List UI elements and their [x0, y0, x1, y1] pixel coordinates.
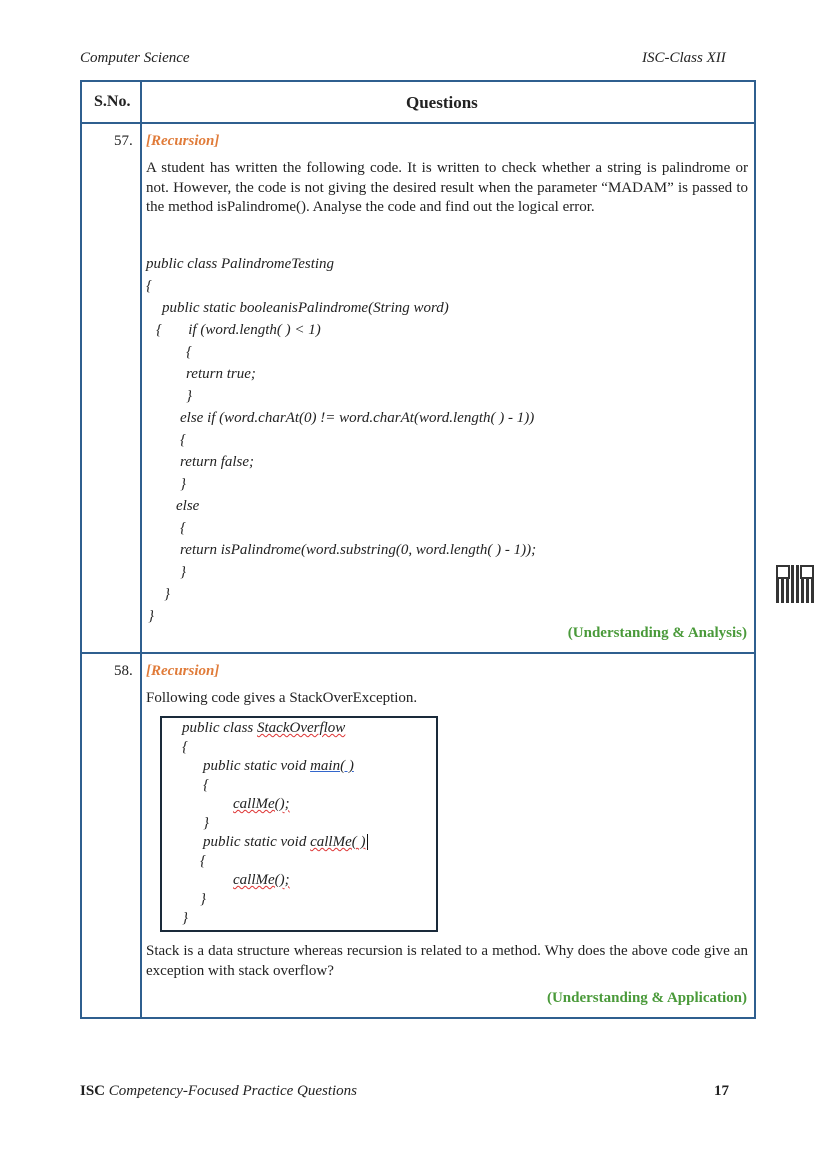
- code-line: else if (word.charAt(0) != word.charAt(word.length( ) - 1)): [180, 410, 535, 426]
- code-text: StackOverflow: [257, 720, 346, 736]
- footer-title: [80, 1083, 357, 1100]
- code-line: return isPalindrome(word.substring(0, word.length( ) - 1));: [180, 542, 537, 558]
- divider: [140, 82, 142, 1017]
- divider: [82, 122, 754, 124]
- question-text: A student has written the following code. It is written to check whether a string is palindrome or not. However, the code is not giving the desired result when the parameter “MADAM” is passed to the method isPalindrome(). Analyse the code and find out the logical error.: [146, 160, 748, 215]
- code-text: public static void: [203, 758, 311, 774]
- divider: [82, 652, 754, 654]
- code-line: {: [203, 777, 209, 793]
- header-subject: Computer Science: [80, 50, 190, 66]
- code-line: else: [176, 498, 200, 514]
- footer-brand: ISC: [80, 1083, 106, 1099]
- code-line: }: [164, 586, 170, 602]
- code-line: return false;: [180, 454, 255, 470]
- code-line: }: [200, 891, 206, 907]
- code-line: }: [180, 476, 186, 492]
- question-topic: [Recursion]: [146, 133, 220, 149]
- code-line: [203, 758, 354, 775]
- code-line: {: [200, 853, 206, 869]
- code-line: public static booleanisPalindrome(String word): [162, 300, 449, 316]
- code-text: public static void: [203, 834, 311, 850]
- cognitive-level: (Understanding & Analysis): [567, 625, 747, 641]
- column-header-sno: S.No.: [94, 93, 131, 110]
- code-line: callMe();: [233, 796, 290, 812]
- question-intro: Following code gives a StackOverException.: [146, 690, 418, 706]
- code-line: callMe();: [233, 872, 290, 888]
- code-line: return true;: [186, 366, 256, 382]
- code-line: { if (word.length( ) < 1): [156, 322, 321, 338]
- question-number: 58.: [114, 663, 133, 679]
- code-text: callMe( ): [310, 834, 366, 850]
- column-header-questions: Questions: [406, 93, 478, 112]
- code-line: {: [180, 432, 186, 448]
- cognitive-level: (Understanding & Application): [546, 990, 747, 1006]
- page-number: 17: [714, 1083, 729, 1099]
- code-line: {: [180, 520, 186, 536]
- code-line: [182, 720, 345, 737]
- question-number: 57.: [114, 133, 133, 149]
- footer-text: Competency-Focused Practice Questions: [108, 1083, 358, 1099]
- code-text: public class: [182, 720, 257, 736]
- code-line: }: [180, 564, 186, 580]
- header-class: ISC-Class XII: [642, 50, 726, 66]
- code-text: main( ): [310, 758, 354, 774]
- code-line: {: [182, 739, 188, 755]
- question-text: Stack is a data structure whereas recursion is related to a method. Why does the above code give an exception with stack overflow?: [146, 943, 748, 979]
- code-line: {: [146, 278, 152, 294]
- question-topic: [Recursion]: [146, 663, 220, 679]
- code-line: }: [148, 608, 154, 624]
- code-line: {: [186, 344, 192, 360]
- code-line: [203, 834, 372, 851]
- code-line: public class PalindromeTesting: [146, 256, 335, 272]
- code-line: }: [182, 910, 188, 926]
- text-cursor: [367, 834, 372, 850]
- qr-code-icon: [776, 565, 814, 603]
- code-line: }: [186, 388, 192, 404]
- code-line: }: [203, 815, 209, 831]
